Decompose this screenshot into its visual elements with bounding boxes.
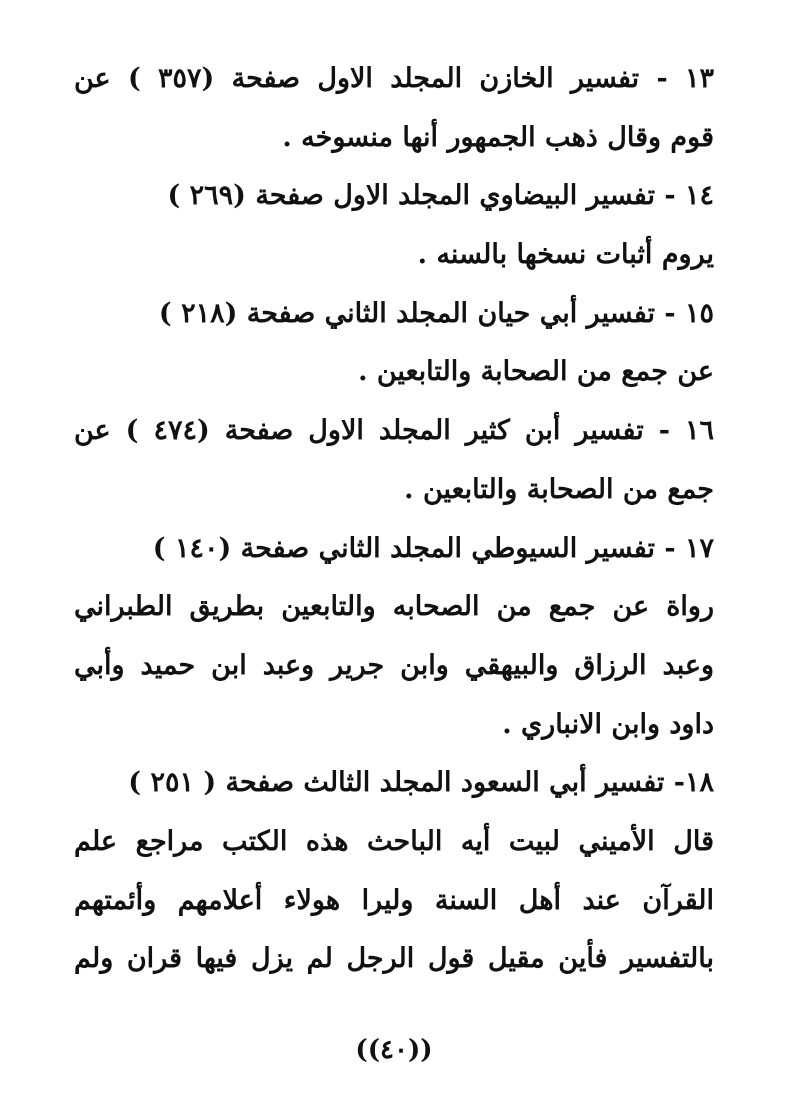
text-line: يروم أثبات نسخها بالسنه . [417,239,714,271]
text-line: ١٥ - تفسير أبي حيان المجلد الثاني صفحة (٢١٨ ) [158,297,714,329]
text-line: ١٨- تفسير أبي السعود المجلد الثالث صفحة ( ٢٥١ ) [128,767,714,799]
text-line: داود وابن الانباري . [502,708,714,740]
text-line: ١٣ - تفسير الخازن المجلد الاول صفحة (٣٥٧ ) عن [74,63,714,94]
text-line: جمع من الصحابة والتابعين . [404,473,714,505]
text-line: قوم وقال ذهب الجمهور أنها منسوخه . [282,121,714,153]
text-line: ١٦ - تفسير أبن كثير المجلد الاول صفحة (٤٧٤ ) عن [74,415,714,447]
text-line: القرآن عند أهل السنة وليرا هولاء أعلامهم وأئمتهم [74,884,714,916]
text-line: ١٧ - تفسير السيوطي المجلد الثاني صفحة (١٤٠ ) [152,532,714,564]
text-line: قال الأميني لبيت أيه الباحث هذه الكتب مراجع علم [74,825,714,857]
text-line: رواة عن جمع من الصحابه والتابعين بطريق الطبراني [74,591,714,623]
text-line: عن جمع من الصحابة والتابعين . [358,356,714,388]
body-text [74,50,714,989]
text-line: وعبد الرزاق والبيهقي وابن جرير وعبد ابن حميد وأبي [74,649,714,681]
page-number: ((٤٠)) [355,1035,433,1065]
text-line: ١٤ - تفسير البيضاوي المجلد الاول صفحة (٢٦٩ ) [167,180,714,212]
text-line: بالتفسير فأين مقيل قول الرجل لم يزل فيها قران ولم [74,943,714,975]
